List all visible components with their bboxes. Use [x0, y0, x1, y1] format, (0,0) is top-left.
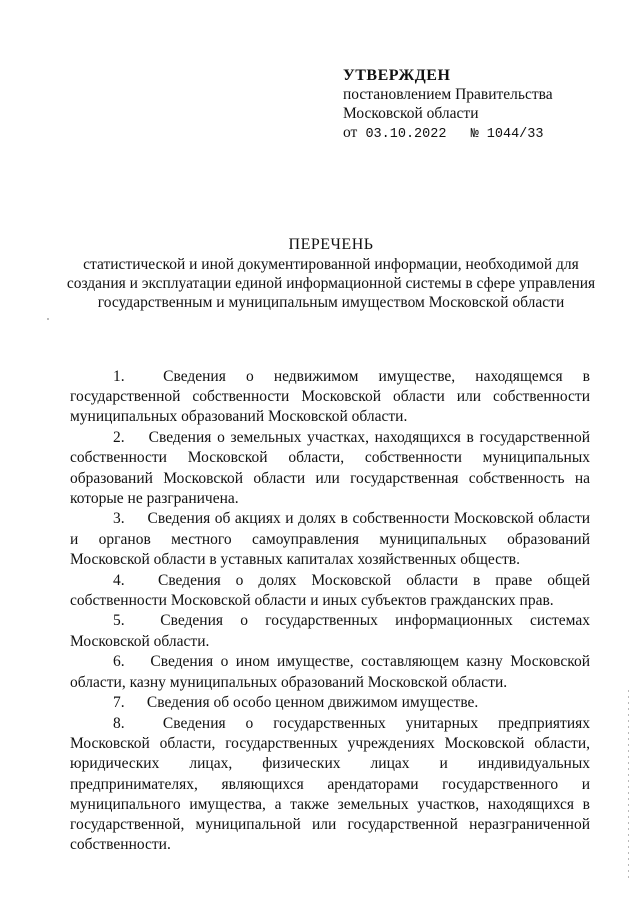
list-item: [70, 509, 590, 570]
approval-date: 03.10.2022: [365, 127, 447, 142]
item-number: 3.: [113, 510, 125, 528]
list-item: [70, 571, 590, 611]
approval-dateline: [343, 123, 613, 144]
list-item: [70, 367, 590, 428]
approval-line-2: Московской области: [343, 105, 479, 122]
item-text: Сведения об акциях и долях в собственности Московской области и органов местного самоуправления муниципальных образований Московской области в уставных капиталах хозяйственных обществ.: [70, 510, 591, 568]
list-item: [70, 693, 590, 713]
scan-speck: [47, 318, 49, 320]
scan-edge-mark: [628, 690, 629, 880]
item-text: Сведения о государственных унитарных предприятиях Московской области, государственных учреждениях Московской области, юридических лицах, физических лицах и индивидуальных предпринимателях, являющихся арендаторами государственного и муниципального имущества, а также земельных участков, находящихся в государственной, муниципальной или государственной неразграниченной собственности.: [70, 714, 590, 854]
item-number: 2.: [113, 429, 125, 447]
item-number: 1.: [113, 368, 125, 385]
item-text: Сведения о недвижимом имуществе, находящемся в государственной собственности Московской области или собственности муниципальных образований Московской области.: [70, 368, 591, 426]
list-item: [70, 714, 590, 855]
document-heading: ПЕРЕЧЕНЬ: [288, 236, 374, 253]
item-list: [70, 367, 590, 856]
item-text: Сведения о ином имуществе, составляющем казну Московской области, казну муниципальных образований Московской области.: [70, 653, 590, 691]
list-item: [70, 611, 590, 651]
item-text: Сведения о земельных участках, находящихся в государственной собственности Московской области, собственности муниципальных образований Московской области или государственная собственность на которые не разграничена.: [70, 429, 590, 507]
item-number: 4.: [113, 571, 125, 589]
item-number: 5.: [113, 612, 125, 630]
item-text: Сведения о государственных информационных системах Московской области.: [70, 612, 590, 650]
document-title-block: [66, 235, 596, 312]
document-subtitle: статистической и иной документированной информации, необходимой для создания и эксплуатации единой информационной системы в сфере управления государственным и муниципальным имуществом Московской области: [66, 256, 596, 311]
date-prefix: от: [343, 124, 358, 141]
list-item: [70, 652, 590, 692]
approval-line-1: постановлением Правительства: [343, 86, 553, 103]
item-number: 8.: [113, 714, 125, 732]
item-text: Сведения об особо ценном движимом имуществе.: [146, 694, 479, 712]
approval-heading: УТВЕРЖДЕН: [343, 67, 451, 84]
approval-number: № 1044/33: [470, 127, 544, 142]
list-item: [70, 428, 590, 509]
item-number: 6.: [113, 653, 125, 671]
item-number: 7.: [113, 694, 125, 712]
item-text: Сведения о долях Московской области в праве общей собственности Московской области и иных субъектов гражданских прав.: [70, 571, 591, 609]
approval-stamp: [343, 66, 613, 144]
